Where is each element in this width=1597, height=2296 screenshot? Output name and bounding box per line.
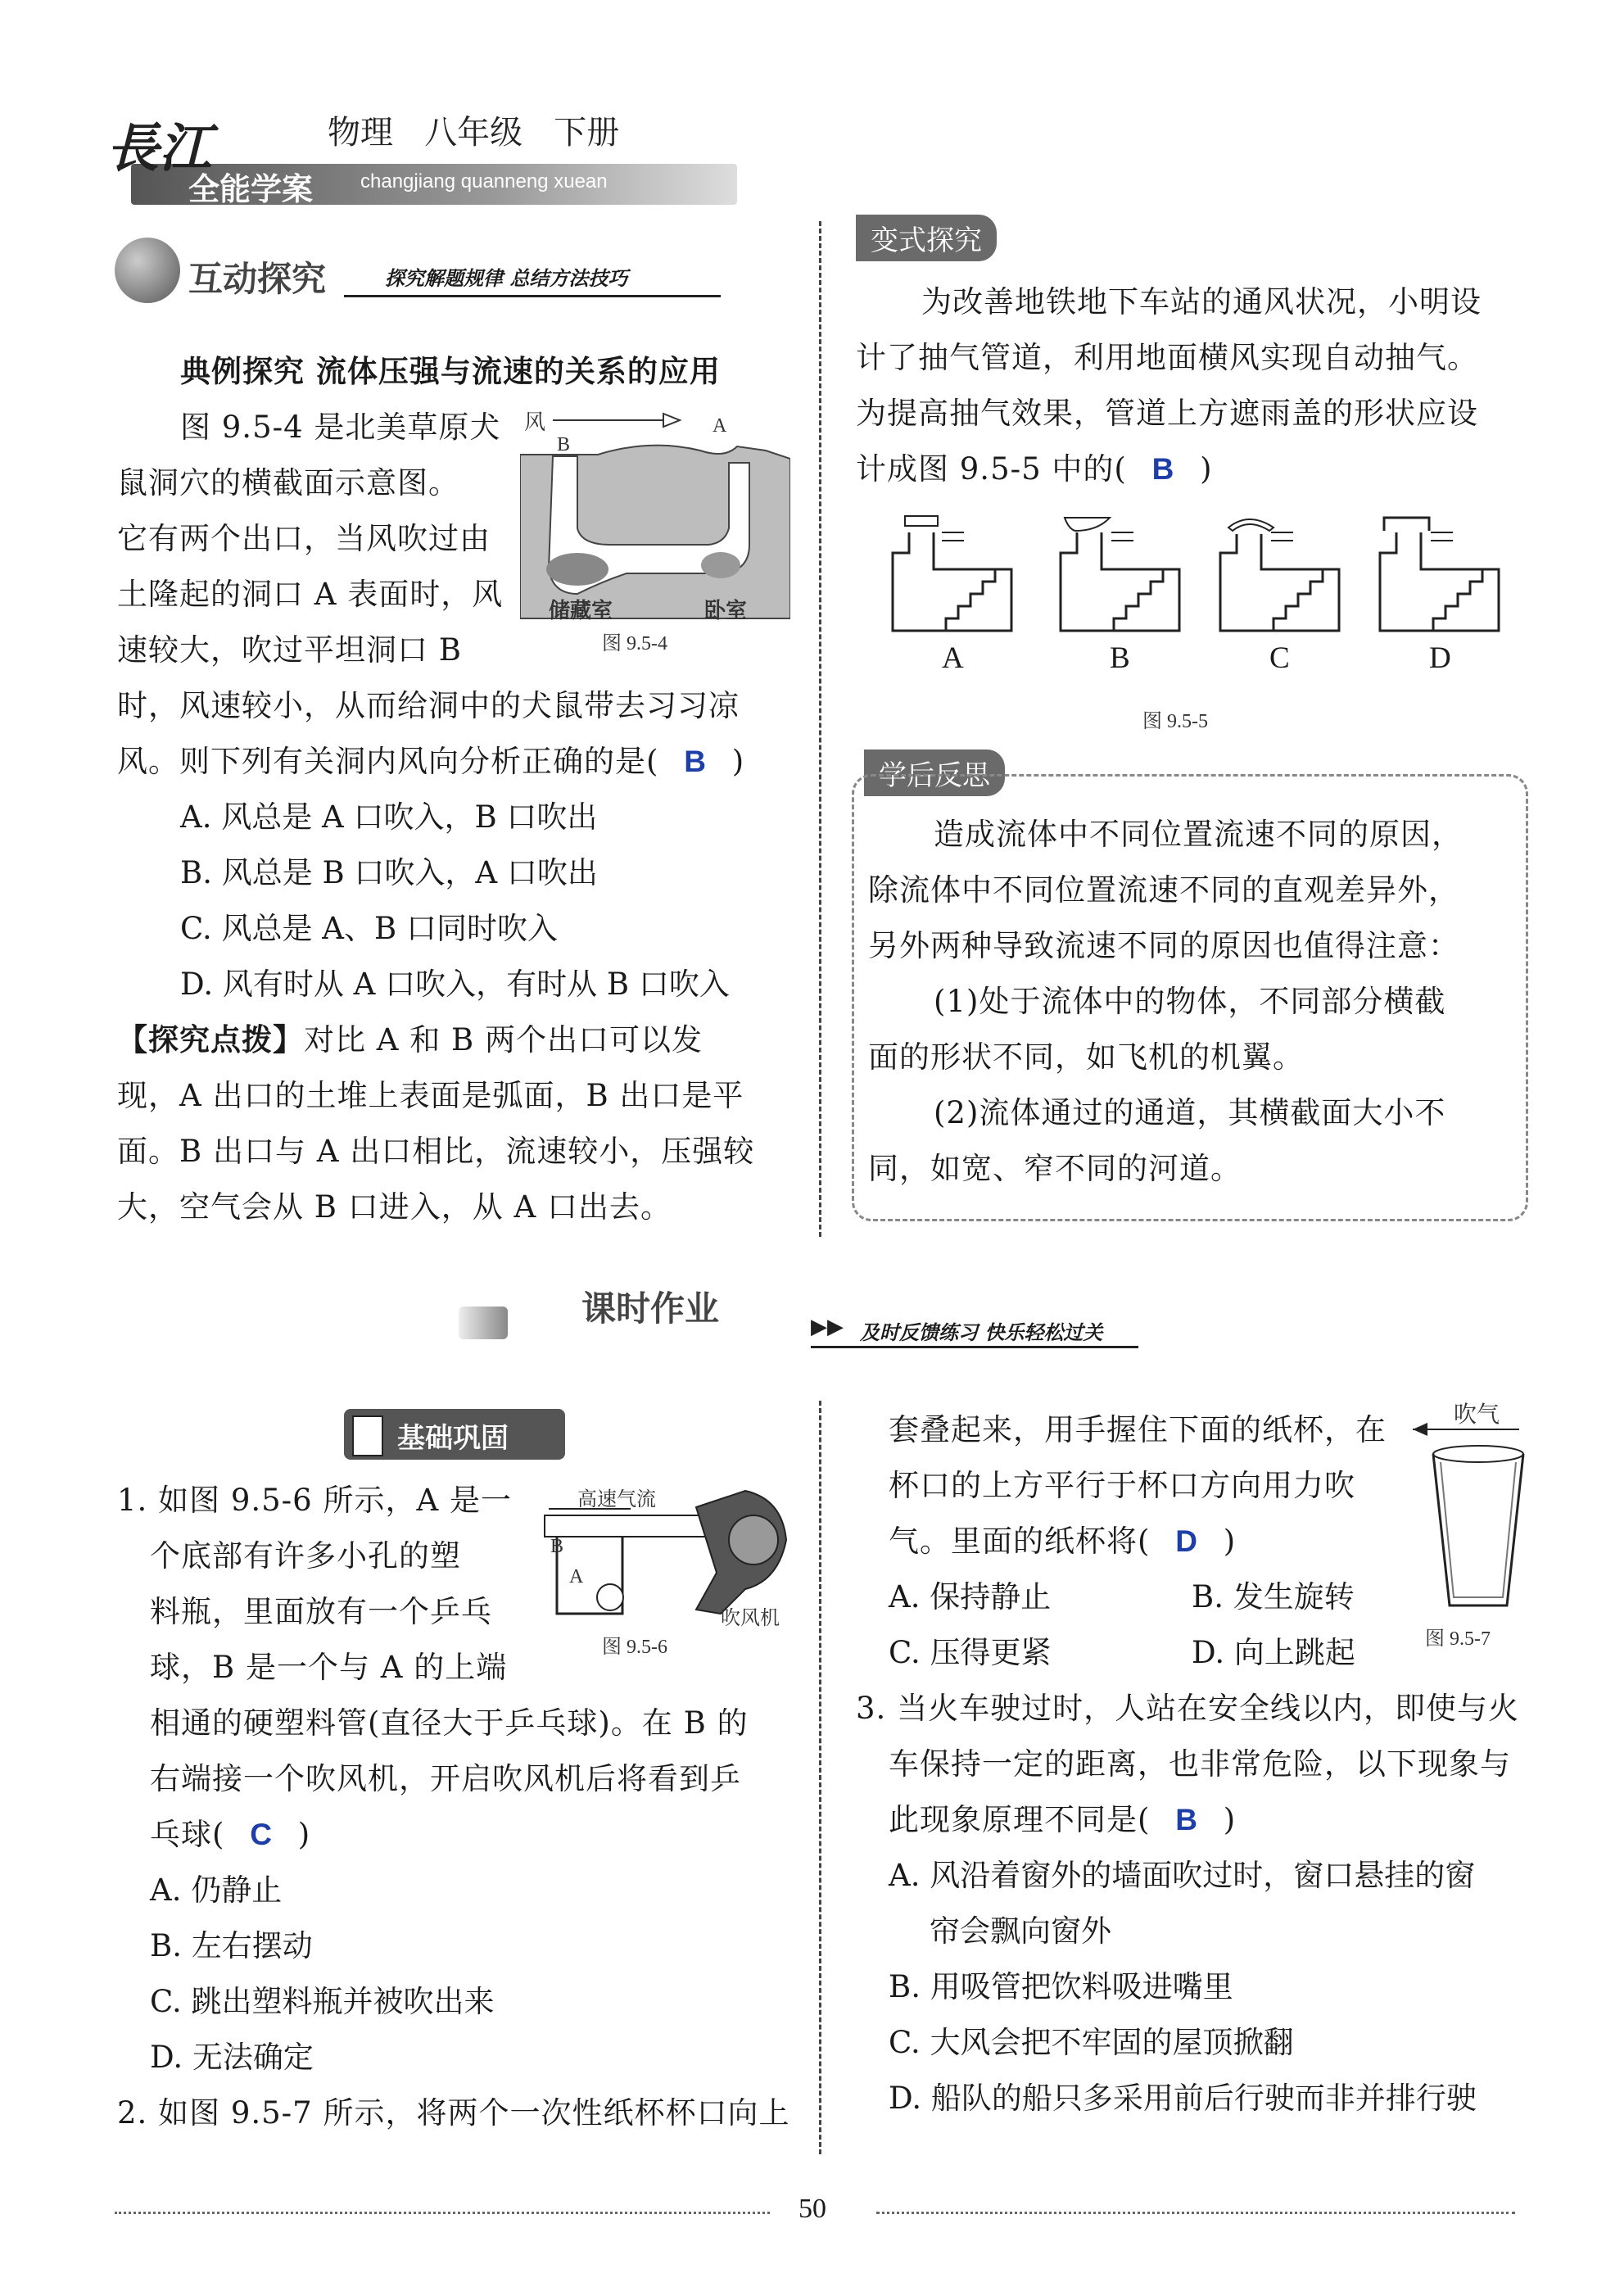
example-line: 速较大，吹过平坦洞口 B xyxy=(117,632,462,668)
figure-vent-options xyxy=(889,508,1511,737)
answer: B xyxy=(1175,1803,1198,1836)
section-title: 互动探究 xyxy=(188,259,327,299)
tip-line: 大，空气会从 B 口进入，从 A 口出去。 xyxy=(117,1189,672,1225)
tip-line: 现，A 出口的土堆上表面是弧面，B 出口是平 xyxy=(117,1078,744,1113)
header xyxy=(106,90,729,205)
section-title: 课时作业 xyxy=(581,1288,720,1329)
footer-rule-left xyxy=(115,2212,770,2214)
cups-diagram xyxy=(1413,1397,1536,1618)
section-slogan: 及时反馈练习 快乐轻松过关 xyxy=(860,1321,1103,1344)
fig-label-a: A xyxy=(569,1566,584,1587)
tip-text: 对比 A 和 B 两个出口可以发 xyxy=(304,1022,703,1057)
variant-line: 为改善地铁地下车站的通风状况，小明设 xyxy=(921,284,1482,319)
column-divider xyxy=(819,1401,821,2154)
tip-line xyxy=(117,1012,703,1068)
q2-question xyxy=(889,1514,1236,1569)
section-slogan: 探究解题规律 总结方法技巧 xyxy=(385,267,628,290)
example-line: 土隆起的洞口 A 表面时，风 xyxy=(117,577,504,612)
fig-storage: 储藏室 xyxy=(549,599,613,623)
section-interactive xyxy=(115,229,721,303)
basic-tag-label: 基础巩固 xyxy=(397,1422,509,1455)
vent-diagrams xyxy=(889,508,1511,663)
q1-line: 相通的硬塑料管(直径大于乒乓球)。在 B 的 xyxy=(150,1705,749,1741)
question-text: 气。里面的纸杯将( xyxy=(889,1524,1151,1559)
q1-line: 个底部有许多小孔的塑 xyxy=(150,1538,461,1574)
blower-diagram xyxy=(532,1474,794,1622)
fig-label-b: B xyxy=(557,434,571,455)
arrow-icon xyxy=(459,1307,508,1339)
example-question xyxy=(117,734,744,790)
q2-option-b: B. 发生旋转 xyxy=(1192,1579,1355,1614)
fig-airflow-label: 高速气流 xyxy=(577,1489,656,1510)
reflection-tag: 学后反思 xyxy=(864,749,1005,796)
paren-close: ) xyxy=(1223,1802,1237,1837)
fig-caption: 图 9.5-7 xyxy=(1425,1628,1491,1650)
figure-cups xyxy=(1413,1397,1536,1659)
variant-line: 为提高抽气效果，管道上方遮雨盖的形状应设 xyxy=(856,396,1478,431)
question-text: 风。则下列有关洞内风向分析正确的是( xyxy=(117,744,659,779)
q3-option-b: B. 用吸管把饮料吸进嘴里 xyxy=(889,1969,1233,2004)
fig-option-d: D xyxy=(1429,641,1452,675)
basic-tag xyxy=(344,1409,565,1460)
q3-option-a-cont: 帘会飘向窗外 xyxy=(930,1913,1111,1949)
question-text: 乓球( xyxy=(150,1817,225,1852)
play-icon: ▶▶ xyxy=(811,1315,844,1339)
pinyin-label: changjiang quanneng xuean xyxy=(360,170,608,192)
answer: C xyxy=(250,1818,273,1851)
logo-top: 長江 xyxy=(106,118,211,179)
option-d: D. 风有时从 A 口吹入，有时从 B 口吹入 xyxy=(180,967,730,1002)
tip-label: 【探究点拨】 xyxy=(117,1022,304,1057)
q1-line: 料瓶，里面放有一个乒乓 xyxy=(150,1594,492,1629)
vent-b xyxy=(1061,518,1179,631)
divider xyxy=(811,1346,1138,1348)
variant-tag: 变式探究 xyxy=(856,215,997,261)
q3-question xyxy=(889,1792,1236,1848)
divider xyxy=(344,295,721,297)
example-line: 时，风速较小，从而给洞中的犬鼠带去习习凉 xyxy=(117,688,740,723)
variant-line: 计了抽气管道，利用地面横风实现自动抽气。 xyxy=(856,340,1478,375)
q2-line: 杯口的上方平行于杯口方向用力吹 xyxy=(889,1468,1355,1503)
option-c: C. 风总是 A、B 口同时吹入 xyxy=(180,911,558,946)
answer: D xyxy=(1175,1524,1198,1558)
fig-option-c: C xyxy=(1269,641,1291,675)
option-a: A. 风总是 A 口吹入，B 口吹出 xyxy=(180,799,598,835)
reflection-line: (1)处于流体中的物体，不同部分横截 xyxy=(934,984,1446,1019)
example-line: 图 9.5-4 是北美草原犬 xyxy=(180,410,501,445)
paren-close: ) xyxy=(297,1817,311,1852)
fig-label-a: A xyxy=(713,415,727,437)
example-line: 它有两个出口，当风吹过由 xyxy=(117,521,491,556)
q3-option-a: A. 风沿着窗外的墙面吹过时，窗口悬挂的窗 xyxy=(889,1858,1476,1893)
reflection-line: 造成流体中不同位置流速不同的原因， xyxy=(934,817,1463,852)
reflection-line: 同，如宽、窄不同的河道。 xyxy=(868,1151,1242,1186)
figure-blower xyxy=(532,1474,794,1671)
fig-bedroom: 卧室 xyxy=(704,599,748,623)
option-b: B. 风总是 B 口吹入，A 口吹出 xyxy=(180,855,598,890)
q1-option-c: C. 跳出塑料瓶并被吹出来 xyxy=(150,1984,495,2019)
q3-option-d: D. 船队的船只多采用前后行驶而非并排行驶 xyxy=(889,2081,1477,2116)
footer-rule-right xyxy=(876,2212,1515,2214)
variant-question xyxy=(856,442,1213,497)
q1-line: 球，B 是一个与 A 的上端 xyxy=(150,1650,508,1685)
reflection-line: 除流体中不同位置流速不同的直观差异外， xyxy=(868,872,1459,908)
example-line: 鼠洞穴的横截面示意图。 xyxy=(117,465,459,500)
q1-option-a: A. 仍静止 xyxy=(150,1873,283,1908)
fig-blower-label: 吹风机 xyxy=(721,1608,780,1629)
subject-label: 物理 八年级 下册 xyxy=(328,114,620,152)
section-homework xyxy=(459,1274,1147,1347)
fig-option-b: B xyxy=(1110,641,1131,675)
q3-option-c: C. 大风会把不牢固的屋顶掀翻 xyxy=(889,2025,1294,2060)
vent-c xyxy=(1220,519,1339,631)
paren-close: ) xyxy=(731,744,745,779)
figure-burrow xyxy=(520,405,790,654)
fig-label-b: B xyxy=(550,1536,564,1557)
question-text: 计成图 9.5-5 中的( xyxy=(856,451,1127,487)
question-text: 此现象原理不同是( xyxy=(889,1802,1151,1837)
fig-wind-label: 风 xyxy=(524,410,546,434)
answer: B xyxy=(684,745,707,778)
q1-option-b: B. 左右摆动 xyxy=(150,1928,313,1963)
logo-bottom: 全能学案 xyxy=(188,171,314,207)
reflection-line: (2)流体通过的通道，其横截面大小不 xyxy=(934,1095,1446,1130)
answer: B xyxy=(1151,452,1175,486)
paren-close: ) xyxy=(1200,451,1213,487)
tip-line: 面。B 出口与 A 出口相比，流速较小，压强较 xyxy=(117,1134,755,1169)
q1-line: 右端接一个吹风机，开启吹风机后将看到乒 xyxy=(150,1761,741,1796)
q3-line: 车保持一定的距离，也非常危险，以下现象与 xyxy=(889,1746,1511,1782)
q3-line: 3. 当火车驶过时，人站在安全线以内，即使与火 xyxy=(856,1691,1520,1726)
q1-question xyxy=(150,1807,310,1863)
page-number: 50 xyxy=(798,2194,826,2224)
q1-line: 1. 如图 9.5-6 所示，A 是一 xyxy=(117,1483,512,1518)
fig-option-a: A xyxy=(942,641,965,675)
reflection-line: 面的形状不同，如飞机的机翼。 xyxy=(868,1039,1304,1075)
q2-line: 套叠起来，用手握住下面的纸杯，在 xyxy=(889,1412,1387,1447)
q2-option-c: C. 压得更紧 xyxy=(889,1635,1052,1670)
fig-caption: 图 9.5-4 xyxy=(602,633,667,654)
q1-option-d: D. 无法确定 xyxy=(150,2040,314,2075)
fig-blow-label: 吹气 xyxy=(1454,1402,1500,1428)
reflection-line: 另外两种导致流速不同的原因也值得注意： xyxy=(868,928,1459,963)
vent-d xyxy=(1380,518,1499,631)
fig-caption: 图 9.5-6 xyxy=(602,1637,667,1658)
vent-a xyxy=(893,516,1011,631)
q2-line: 2. 如图 9.5-7 所示，将两个一次性纸杯杯口向上 xyxy=(117,2095,790,2131)
notebook-icon xyxy=(352,1415,383,1456)
q2-option-d: D. 向上跳起 xyxy=(1192,1635,1355,1670)
column-divider xyxy=(819,221,821,1237)
paren-close: ) xyxy=(1223,1524,1237,1559)
example-heading: 典例探究 流体压强与流速的关系的应用 xyxy=(180,354,721,389)
q2-option-a: A. 保持静止 xyxy=(889,1579,1052,1614)
fig-caption: 图 9.5-5 xyxy=(1142,711,1208,732)
globe-icon xyxy=(115,238,180,303)
